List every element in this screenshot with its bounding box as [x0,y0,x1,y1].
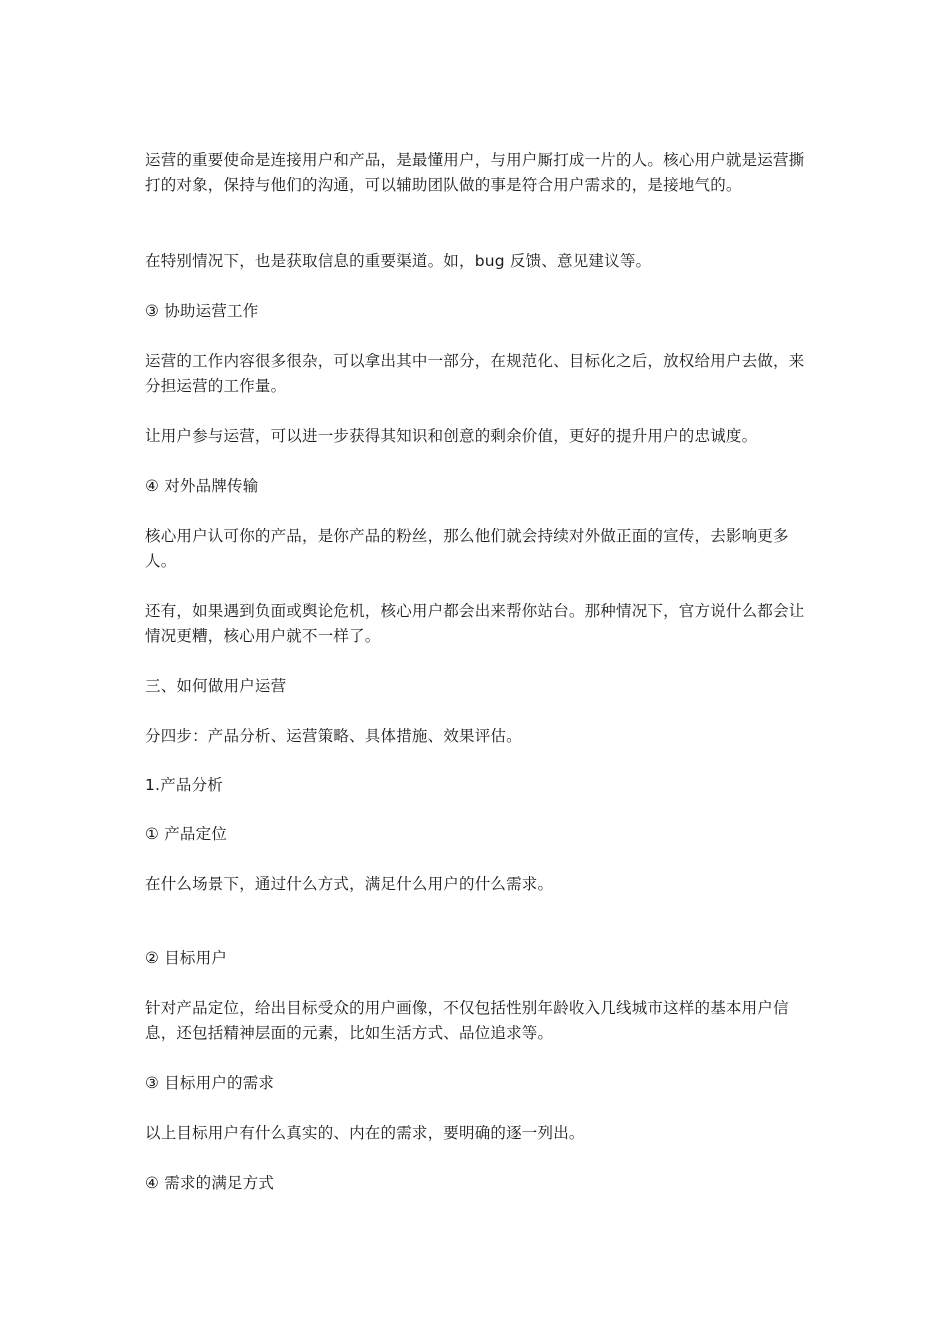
heading-need-fulfillment: ④ 需求的满足方式 [145,1174,275,1192]
paragraph-user-persona: 针对产品定位，给出目标受众的用户画像，不仅包括性别年龄收入几线城市这样的基本用户信息，还包括精神层面的元素，比如生活方式、品位追求等。 [145,999,789,1042]
heading-product-positioning: ① 产品定位 [145,825,228,843]
paragraph-user-participation: 让用户参与运营，可以进一步获得其知识和创意的剩余价值，更好的提升用户的忠诚度。 [145,427,758,445]
paragraph-list-needs: 以上目标用户有什么真实的、内在的需求，要明确的逐一列出。 [145,1124,585,1142]
paragraph-positioning-question: 在什么场景下，通过什么方式，满足什么用户的什么需求。 [145,875,554,893]
paragraph-operations-workload: 运营的工作内容很多很杂，可以拿出其中一部分，在规范化、目标化之后，放权给用户去做，来分担运营的工作量。 [145,352,805,395]
paragraph-fans-promotion: 核心用户认可你的产品，是你产品的粉丝，那么他们就会持续对外做正面的宣传，去影响更多人。 [145,527,789,570]
heading-target-user-needs: ③ 目标用户的需求 [145,1074,275,1092]
paragraph-info-channel: 在特别情况下，也是获取信息的重要渠道。如，bug 反馈、意见建议等。 [145,252,652,270]
paragraph-core-user-mission: 运营的重要使命是连接用户和产品，是最懂用户，与用户厮打成一片的人。核心用户就是运营撕打的对象，保持与他们的沟通，可以辅助团队做的事是符合用户需求的，是接地气的。 [145,151,805,194]
paragraph-crisis-support: 还有，如果遇到负面或舆论危机，核心用户都会出来帮你站台。那种情况下，官方说什么都会让情况更糟，核心用户就不一样了。 [145,602,805,645]
heading-target-users: ② 目标用户 [145,949,228,967]
heading-how-to-operate-users: 三、如何做用户运营 [145,677,287,695]
paragraph-four-steps: 分四步：产品分析、运营策略、具体措施、效果评估。 [145,727,522,745]
heading-brand-communication: ④ 对外品牌传输 [145,477,259,495]
heading-assist-operations: ③ 协助运营工作 [145,302,259,320]
heading-product-analysis: 1.产品分析 [145,776,223,794]
